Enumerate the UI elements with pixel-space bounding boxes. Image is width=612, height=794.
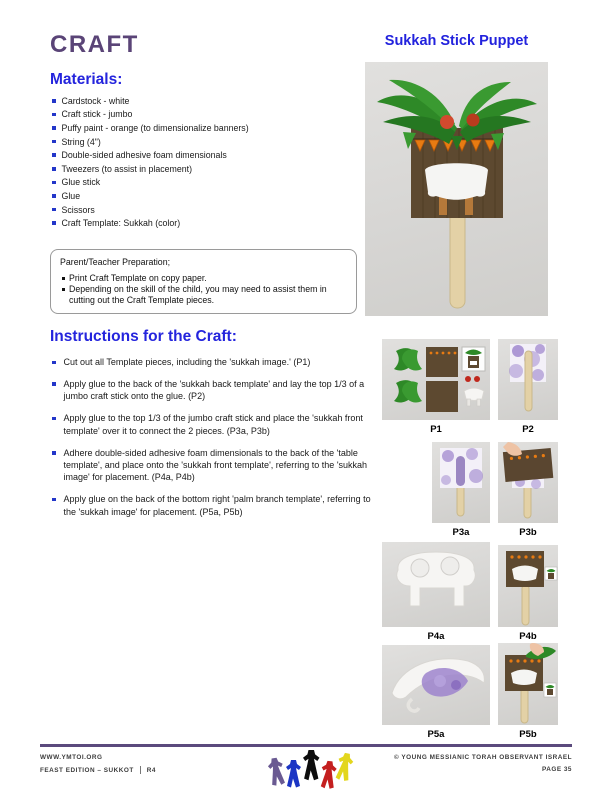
step-photo-p3a [432,442,490,523]
page-title: CRAFT [50,31,139,58]
photo-caption: P3a [452,527,470,538]
instruction-item [52,447,374,484]
craft-subtitle: Sukkah Stick Puppet [384,33,529,49]
footer-divider [40,744,572,747]
photo-caption: P2 [522,424,534,435]
footer-edition-label: FEAST EDITION – SUKKOT [40,766,134,774]
square-bullet-icon [52,113,56,117]
main-puppet-photo [365,62,548,316]
material-item [52,189,249,203]
material-label: Cardstock - white [61,95,130,106]
square-bullet-icon [62,277,65,280]
instruction-item [52,493,374,518]
material-item [52,121,249,135]
square-bullet-icon [52,140,56,144]
material-label: Double-sided adhesive foam dimensionals [61,150,227,161]
footer-divider-bar [140,766,141,774]
square-bullet-icon [52,451,56,455]
footer-revision: R4 [146,766,156,774]
material-item [52,176,249,190]
photo-caption: P4a [427,631,445,642]
material-label: Craft Template: Sukkah (color) [61,218,181,229]
instruction-item [52,378,374,403]
square-bullet-icon [62,288,65,291]
instruction-item [52,356,374,368]
step-photo-p5a [382,645,490,725]
instructions-heading: Instructions for the Craft: [50,328,237,345]
instruction-text: Apply glue to the top 1/3 of the jumbo craft stick and place the 'sukkah front template' over it to connect the 2 pieces. (P3a, P3b) [63,413,363,436]
square-bullet-icon [52,221,56,225]
square-bullet-icon [52,382,56,386]
material-label: Scissors [61,204,95,215]
photo-caption: P4b [519,631,537,642]
square-bullet-icon [52,417,56,421]
material-item [52,216,249,230]
materials-heading: Materials: [50,71,123,88]
photo-caption: P1 [430,424,442,435]
step-photo-p4a [382,542,490,627]
material-item [52,162,249,176]
step-photo-p1 [382,339,490,420]
material-label: Glue [61,190,81,201]
preparation-box [50,249,357,314]
step-photo-p4b [498,545,558,627]
square-bullet-icon [52,194,56,198]
preparation-item [60,273,347,284]
preparation-text: Depending on the skill of the child, you may need to assist them in cutting out the Craft Template pieces. [69,283,327,305]
instruction-item [52,412,374,437]
footer-page-number: PAGE 35 [541,766,572,773]
instruction-text: Cut out all Template pieces, including the 'sukkah image.' (P1) [63,357,311,367]
material-item [52,203,249,217]
footer-website: WWW.YMTOI.ORG [40,754,103,761]
preparation-heading: Parent/Teacher Preparation; [60,257,171,267]
materials-list [52,94,249,230]
instruction-text: Adhere double-sided adhesive foam dimensionals to the back of the 'table template', and place onto the 'sukkah front template', referring to the 'sukkah image' for placement. (P4a, P4b) [63,447,368,483]
material-label: Craft stick - jumbo [61,109,133,120]
instruction-text: Apply glue on the back of the bottom right 'palm branch template', referring to the 'sukkah image' for placement. (P5a, P5b) [63,494,371,517]
square-bullet-icon [52,99,56,103]
square-bullet-icon [52,361,56,365]
instructions-list [52,356,374,528]
photo-caption: P5b [519,729,537,740]
step-photo-p2 [498,339,558,420]
square-bullet-icon [52,167,56,171]
material-item [52,135,249,149]
material-label: String (4") [61,136,101,147]
preparation-text: Print Craft Template on copy paper. [69,273,207,283]
ymtoi-dancers-logo [268,749,354,789]
photo-caption: P3b [519,527,537,538]
photo-caption: P5a [427,729,445,740]
square-bullet-icon [52,498,56,502]
footer-edition [40,766,156,774]
preparation-item [60,284,347,306]
footer-copyright: © YOUNG MESSIANIC TORAH OBSERVANT ISRAEL [394,754,572,761]
square-bullet-icon [52,208,56,212]
puppet-illustration [365,62,548,316]
step-photo-p3b [498,442,558,523]
material-item [52,108,249,122]
material-label: Tweezers (to assist in placement) [61,163,193,174]
square-bullet-icon [52,153,56,157]
square-bullet-icon [52,181,56,185]
material-label: Puffy paint - orange (to dimensionalize banners) [61,122,249,133]
instruction-text: Apply glue to the back of the 'sukkah back template' and lay the top 1/3 of a jumbo craft stick onto the glue. (P2) [63,378,365,402]
step-photo-p5b [498,643,558,725]
material-item [52,94,249,108]
square-bullet-icon [52,126,56,130]
material-label: Glue stick [61,177,101,188]
material-item [52,148,249,162]
